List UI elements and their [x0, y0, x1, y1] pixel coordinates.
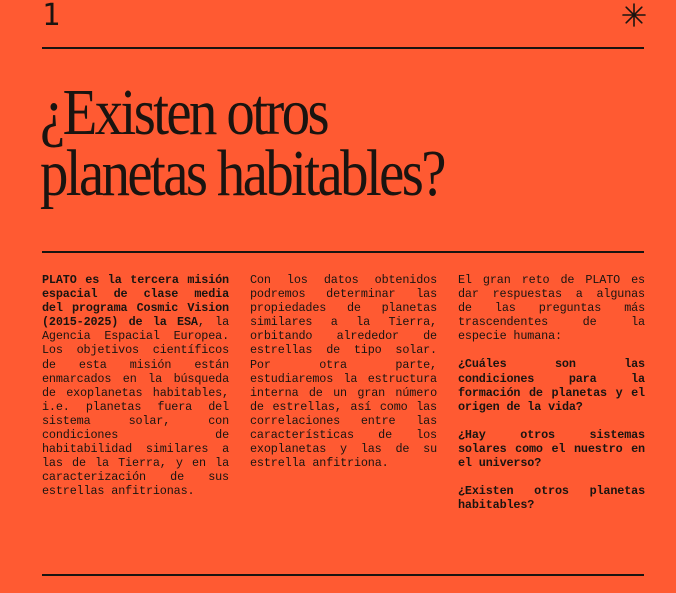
question-2: ¿Hay otros sistemas solares como el nuestro en el universo? — [458, 427, 645, 471]
page-title — [40, 76, 642, 210]
column-1-body: , la Agencia Espacial Europea. Los objetivos científicos de esta misión están enmarcados en la búsqueda de exoplanetas habitables, i.e. planetas fuera del sistema solar, con condiciones de habitabilidad similares a las de la Tierra, y en la caracterización de sus estrellas anfitrionas. — [42, 315, 230, 499]
column-1-paragraph — [42, 273, 229, 499]
bottom-divider — [42, 574, 644, 576]
text-column-3 — [458, 273, 645, 512]
title-line-1: ¿Existen otros — [40, 76, 328, 149]
column-1-lead: PLATO es la tercera misión espacial de clase media del programa Cosmic Vision (2015-2025) de la ESA — [42, 273, 229, 330]
question-3: ¿Existen otros planetas habitables? — [458, 484, 645, 513]
column-3-intro: El gran reto de PLATO es dar respuestas a algunas de las preguntas más trascendentes de la especie humana: — [458, 273, 645, 344]
question-1: ¿Cuáles son las condiciones para la formación de planetas y el origen de la vida? — [458, 357, 645, 414]
column-2-paragraph: Con los datos obtenidos podremos determinar las propiedades de planetas similares a la Tierra, orbitando alrededor de estrellas de tipo solar. Por otra parte, estudiaremos la estructura interna de un gran número de estrellas, así como las correlaciones entre las características de los exoplanetas y las de su estrella anfitriona. — [250, 273, 437, 471]
top-divider — [42, 47, 644, 49]
title-line-2: planetas habitables? — [40, 137, 444, 210]
text-column-1 — [42, 273, 229, 499]
middle-divider — [42, 251, 644, 253]
page-number: 1 — [42, 0, 61, 33]
asterisk-star-icon — [622, 3, 646, 27]
text-column-2 — [250, 273, 437, 470]
